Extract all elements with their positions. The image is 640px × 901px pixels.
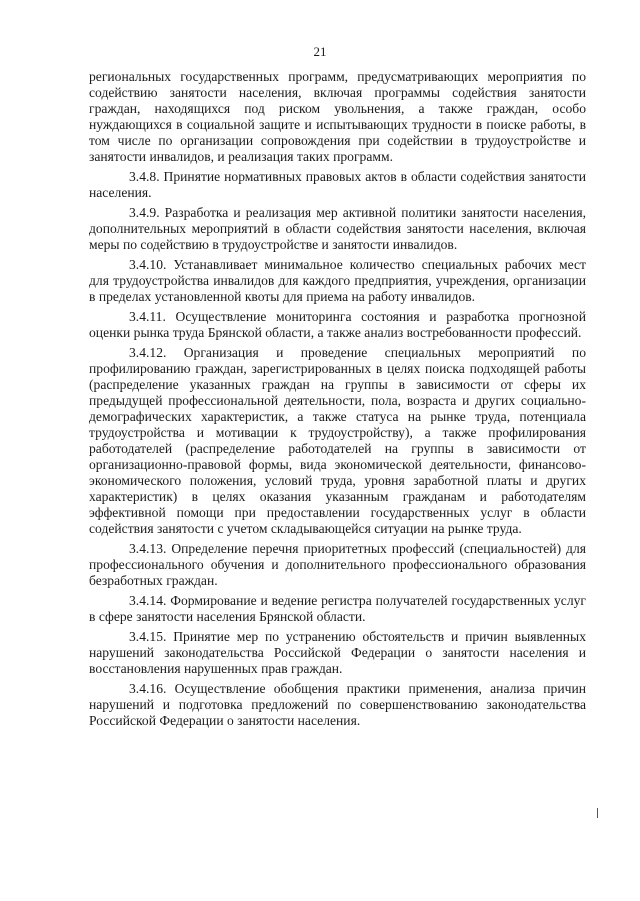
paragraph-3-4-12: 3.4.12. Организация и проведение специальных мероприятий по профилированию граждан, зарегистрированных в целях поиска подходящей работы (распределение указанных граждан на группы в зависимости от сферы их предыдущей профессиональной деятельности, пола, возраста и других социально-демографических характеристик, а также статуса на рынке труда, потенциала трудоустройства и мотивации к трудоустройству), а также профилирования работодателей (распределение работодателей на группы в зависимости от организационно-правовой формы, вида экономической деятельности, финансово-экономического положения, условий труда, уровня заработной платы и других характеристик) в целях оказания указанным гражданам и работодателям эффективной помощи при предоставлении государственных услуг в области содействия занятости с учетом складывающейся ситуации на рынке труда. <box>89 345 586 536</box>
paragraph-3-4-9: 3.4.9. Разработка и реализация мер активной политики занятости населения, дополнительных мероприятий в области содействия занятости населения, включая меры по содействию в трудоустройстве и занятости инвалидов. <box>89 205 586 252</box>
paragraph-continuation: региональных государственных программ, предусматривающих мероприятия по содействию занятости населения, включая программы содействия занятости граждан, находящихся под риском увольнения, а также граждан, особо нуждающихся в социальной защите и испытывающих трудности в поиске работы, в том числе по организации сопровождения при содействии в трудоустройстве и занятости инвалидов, и реализация таких программ. <box>89 69 586 164</box>
document-body <box>89 69 586 733</box>
paragraph-3-4-10: 3.4.10. Устанавливает минимальное количество специальных рабочих мест для трудоустройства инвалидов для каждого предприятия, учреждения, организации в пределах установленной квоты для приема на работу инвалидов. <box>89 257 586 304</box>
paragraph-3-4-15: 3.4.15. Принятие мер по устранению обстоятельств и причин выявленных нарушений законодательства Российской Федерации о занятости населения и восстановления нарушенных прав граждан. <box>89 629 586 676</box>
scan-mark <box>597 808 598 818</box>
paragraph-3-4-8: 3.4.8. Принятие нормативных правовых актов в области содействия занятости населения. <box>89 169 586 200</box>
paragraph-3-4-11: 3.4.11. Осуществление мониторинга состояния и разработка прогнозной оценки рынка труда Брянской области, а также анализ востребованности профессий. <box>89 309 586 340</box>
page-number: 21 <box>313 44 327 59</box>
paragraph-3-4-13: 3.4.13. Определение перечня приоритетных профессий (специальностей) для профессионального обучения и дополнительного профессионального образования безработных граждан. <box>89 541 586 588</box>
paragraph-3-4-14: 3.4.14. Формирование и ведение регистра получателей государственных услуг в сфере занятости населения Брянской области. <box>89 593 586 624</box>
paragraph-3-4-16: 3.4.16. Осуществление обобщения практики применения, анализа причин нарушений и подготовка предложений по совершенствованию законодательства Российской Федерации о занятости населения. <box>89 681 586 728</box>
